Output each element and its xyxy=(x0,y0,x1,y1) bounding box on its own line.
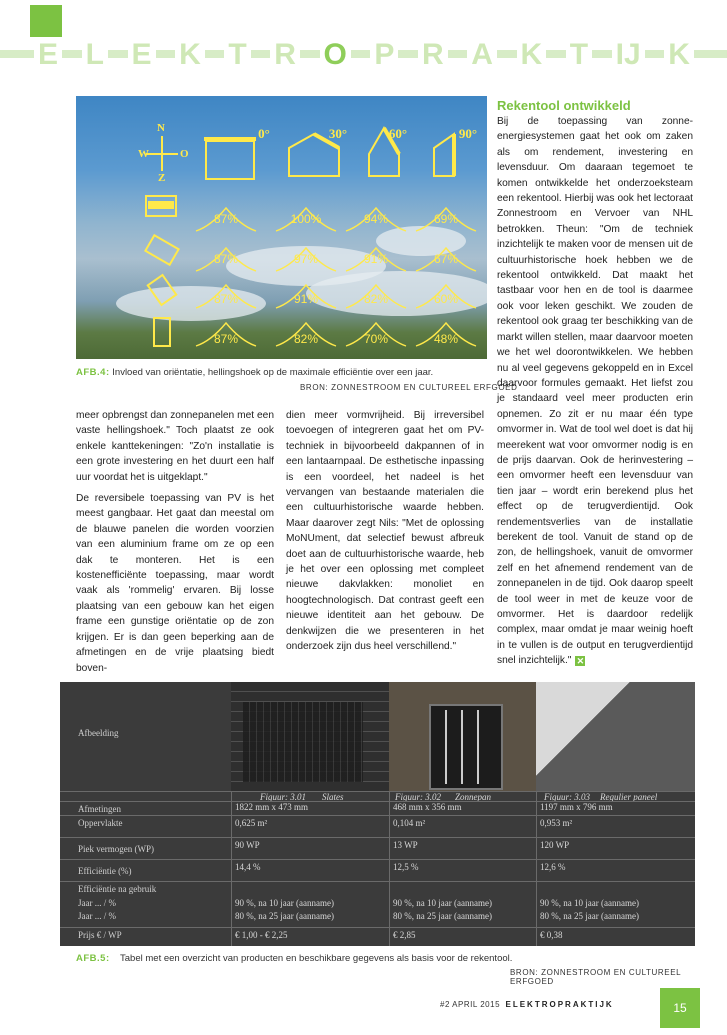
table-cell: € 0,38 xyxy=(540,930,563,940)
header-letter: T xyxy=(566,38,592,72)
article-end-icon: ✕ xyxy=(576,655,585,666)
row-label: Jaar ... / % xyxy=(78,911,116,921)
efficiency-value: 91% xyxy=(363,252,389,266)
table-row xyxy=(60,815,695,838)
panel-line xyxy=(477,710,479,784)
row-label: Jaar ... / % xyxy=(78,898,116,908)
figure-drawing xyxy=(76,96,487,359)
product-table-figure xyxy=(60,682,695,946)
row-label: Piek vermogen (WP) xyxy=(78,844,154,854)
magazine-logo: ELEKTROPRAKTIJK xyxy=(505,1000,614,1009)
efficiency-value: 87% xyxy=(213,292,239,306)
figure4-source: BRON: ZONNESTROOM EN CULTUREEL ERFGOED xyxy=(300,383,518,392)
zonnepan-photo xyxy=(389,682,536,791)
efficiency-value: 97% xyxy=(293,252,319,266)
table-row xyxy=(60,801,695,816)
product-name: Zonnepan xyxy=(455,792,491,802)
product-figure: Figuur: 3.03 xyxy=(544,792,590,802)
caption-label: AFB.4: xyxy=(76,367,110,378)
table-cell: 90 %, na 10 jaar (aanname) xyxy=(393,898,492,908)
header-letter: R xyxy=(270,38,300,72)
header-letter: T xyxy=(224,38,250,72)
product-figure: Figuur: 3.01 xyxy=(260,792,306,802)
panel-line xyxy=(461,710,463,784)
section-heading: Rekentool ontwikkeld xyxy=(497,98,631,113)
header-letter: IJ xyxy=(612,38,645,72)
efficiency-value: 67% xyxy=(433,252,459,266)
table-row xyxy=(60,837,695,860)
page-number: 15 xyxy=(660,988,700,1028)
compass-west: W xyxy=(138,148,149,160)
table-cell: 14,4 % xyxy=(235,862,261,872)
paragraph: De reversibele toepassing van PV is het meest gangbaar. Het gaat dan meestal om de blauwe panelen die worden voorzien van een aluminium frame om ze op een dak te monteren. Het is een kostenefficiënte toepassing, maar wordt vaak als 'rommelig' ervaren. Bij losse plaatsing van een gebouw kan het eigen frame een gunstige oriëntatie op de zon krijgen. Er is dan geen beperking aan de afmetingen en de vrije plaatsing biedt boven- xyxy=(76,493,274,674)
row-label-image: Afbeelding xyxy=(78,728,119,738)
text-column-middle xyxy=(286,408,484,661)
page-footer xyxy=(440,1000,614,1009)
panel-line xyxy=(445,710,447,784)
header-letters xyxy=(34,38,694,72)
paragraph: dien meer vormvrijheid. Bij irreversibel toevoegen of integreren gaat het om PV-techniek in bijvoorbeeld dakpannen of in een lantaarnpaal. De esthetische inpassing is een voordeel, het nadeel is het vervangen van bestaande materialen die een cultuurhistorische waarde hebben. Maar daarover zegt Nils: "Met de oplossing MoNUment, dat selectief bewust afbreuk doet aan de cultuurhistorische waarde, heb je het over een oplossing met compleet nieuwe dakvlakken: monoliet en hoogtechnologisch. Dat contrast geeft een nieuwe identiteit aan het gebouw. De denkwijzen die we presenteren in het onderzoek zijn dus heel verschillend." xyxy=(286,410,484,653)
orientation-figure xyxy=(76,96,487,359)
row-label: Oppervlakte xyxy=(78,818,123,828)
figure5-caption xyxy=(76,953,696,964)
efficiency-value: 94% xyxy=(363,212,389,226)
row-label: Prijs € / WP xyxy=(78,930,122,940)
angle-label: 60° xyxy=(388,126,408,141)
text-column-left xyxy=(76,408,274,682)
efficiency-value: 69% xyxy=(433,212,459,226)
paragraph: Bij de toepassing van zonne-energiesystemen gaat het ook om zaken als om rendement, investering en levensduur. Om daaraan tegemoet te komen ontwikkelde het onderzoeksteam een rekentool. Hierbij was ook het lectoraat Zonnestroom en Vervoer van NHL betrokken. Theun: "Om de techniek inzichtelijk te maken voor de mensen uit de cultuurhistorische hoek hebben we de rekentool ontwikkeld. Dat maakt het tastbaar voor hen en de tool is daarmee ook voor leken geschikt. We zouden de rekentool ook graag ter beschikking van de markt willen stellen, maar daarvoor moeten we het wel doorontwikkelen. We hebben nu al veel gegevens gekoppeld en in Excel daarvoor formules gemaakt. Het liefst zou je standaard veel meer producten erin opnemen. Zo zit er nu maar één type omvormer in. Wat de tool wel doet is dat hij meerekent wat voor omvormer nodig is en de prijs daarvan. Ook de herinvestering – een omvormer heeft een levensduur van tien jaar – wordt erin berekend plus het effect op de terugverdientijd. Ook rendementsverlies van de installatie berekent de tool. Vanuit de stand op de zon, de hellingshoek, vanuit de omvormer zelf en het afnemend rendement van de zonnepanelen in de tijd. Ook daarop speelt de tool weer in met de keuze voor de omvormer. Het is daardoor redelijk complex, maar omdat je maar weinig hoeft in te vullen is de output en terugverdientijd snel inzichtelijk." xyxy=(497,116,693,667)
efficiency-value: 87% xyxy=(213,332,239,346)
angle-label: 30° xyxy=(328,126,348,141)
figure5-source: BRON: ZONNESTROOM EN CULTUREEL ERFGOED xyxy=(510,968,681,986)
product-name: Slates xyxy=(322,792,344,802)
issue-info: #2 APRIL 2015 xyxy=(440,1000,501,1009)
efficiency-value: 91% xyxy=(293,292,319,306)
table-cell: 120 WP xyxy=(540,840,570,850)
header-letter: E xyxy=(128,38,156,72)
table-cell: 13 WP xyxy=(393,840,418,850)
table-cell: 0,953 m² xyxy=(540,818,573,828)
table-cell: 1822 mm x 473 mm xyxy=(235,802,309,812)
header-letter: L xyxy=(82,38,108,72)
table-row xyxy=(60,859,695,882)
header-letter: K xyxy=(664,38,694,72)
slates-panel xyxy=(243,702,363,782)
caption-label: AFB.5: xyxy=(76,953,110,964)
table-cell: 80 %, na 25 jaar (aanname) xyxy=(393,911,492,921)
efficiency-value: 60% xyxy=(433,292,459,306)
header-letter: P xyxy=(370,38,398,72)
row-label: Efficiëntie na gebruik xyxy=(78,884,157,894)
compass-north: N xyxy=(157,122,165,134)
efficiency-value: 70% xyxy=(363,332,389,346)
zonnepan-panel xyxy=(429,704,503,790)
header-letter: K xyxy=(517,38,547,72)
table-row xyxy=(60,927,695,946)
compass-south: Z xyxy=(158,172,166,184)
product-figure: Figuur: 3.02 xyxy=(395,792,441,802)
efficiency-value: 87% xyxy=(213,212,239,226)
table-cell: € 1,00 - € 2,25 xyxy=(235,930,288,940)
header-letter: K xyxy=(175,38,205,72)
table-cell: 12,5 % xyxy=(393,862,419,872)
efficiency-value: 87% xyxy=(213,252,239,266)
table-cell: 80 %, na 25 jaar (aanname) xyxy=(540,911,639,921)
row-label: Afmetingen xyxy=(78,804,121,814)
header-letter: O xyxy=(320,38,351,72)
figure4-caption xyxy=(76,366,486,379)
angle-label: 90° xyxy=(458,126,478,141)
magazine-header xyxy=(0,38,727,72)
compass-east: O xyxy=(180,148,189,160)
corner-accent xyxy=(30,5,62,37)
efficiency-value: 100% xyxy=(290,212,322,226)
text-column-right xyxy=(497,114,693,669)
table-cell: 0,625 m² xyxy=(235,818,268,828)
table-row xyxy=(60,881,695,928)
table-cell: 12,6 % xyxy=(540,862,566,872)
caption-text: Tabel met een overzicht van producten en beschikbare gegevens als basis voor de rekentool. xyxy=(120,953,513,964)
table-cell: 468 mm x 356 mm xyxy=(393,802,462,812)
efficiency-value: 82% xyxy=(293,332,319,346)
header-letter: E xyxy=(34,38,62,72)
regular-panel-photo xyxy=(536,682,695,791)
slates-photo xyxy=(231,682,389,791)
angle-label: 0° xyxy=(258,126,270,141)
efficiency-value: 48% xyxy=(433,332,459,346)
header-letter: A xyxy=(467,38,497,72)
table-cell: 90 %, na 10 jaar (aanname) xyxy=(235,898,334,908)
caption-text: Invloed van oriëntatie, hellingshoek op de maximale efficiëntie over een jaar. xyxy=(112,367,434,378)
table-cell: 1197 mm x 796 mm xyxy=(540,802,613,812)
table-cell: 90 WP xyxy=(235,840,260,850)
paragraph: meer opbrengst dan zonnepanelen met een vaste hellingshoek." Toch plaatst ze ook enkele kanttekeningen: "Zo'n installatie is een grote investering en het duurt een half uur voordat het is uitgeklapt." xyxy=(76,410,274,483)
table-cell: 0,104 m² xyxy=(393,818,426,828)
header-letter: R xyxy=(418,38,448,72)
table-cell: 80 %, na 25 jaar (aanname) xyxy=(235,911,334,921)
row-label: Efficiëntie (%) xyxy=(78,866,132,876)
table-cell: 90 %, na 10 jaar (aanname) xyxy=(540,898,639,908)
table-cell: € 2,85 xyxy=(393,930,416,940)
product-name: Regulier paneel xyxy=(600,792,658,802)
efficiency-value: 82% xyxy=(363,292,389,306)
